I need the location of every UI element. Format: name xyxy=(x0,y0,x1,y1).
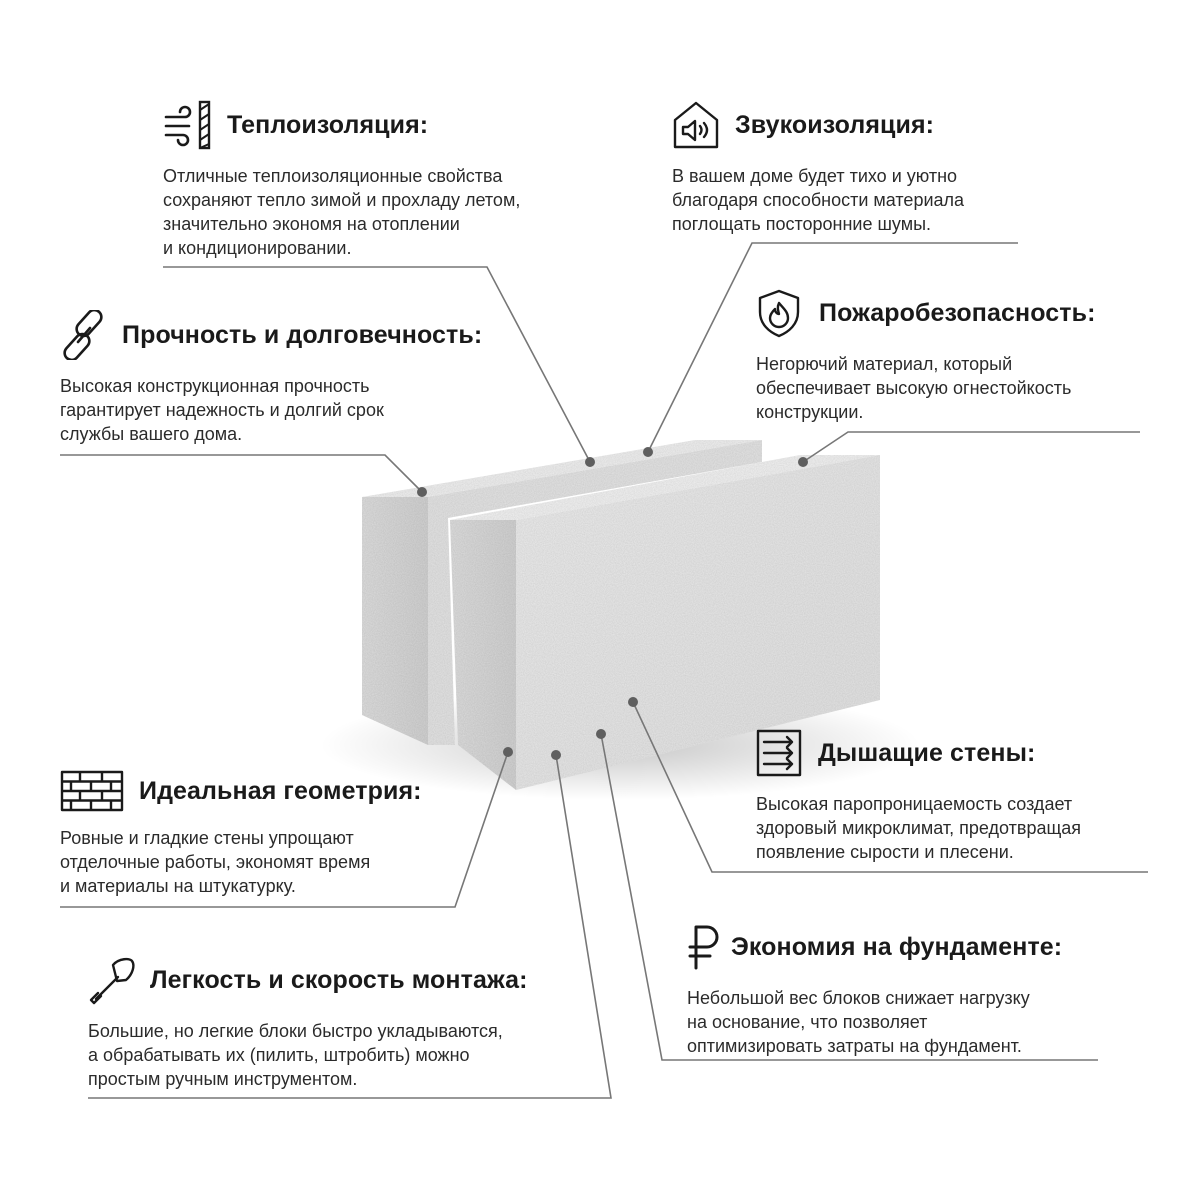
brick-wall-icon xyxy=(60,770,124,812)
feature-geometry-title: Идеальная геометрия: xyxy=(139,776,422,805)
wind-wall-icon xyxy=(163,100,213,150)
feature-breathing-description: Высокая паропроницаемость создает здоровый микроклимат, предотвращая появление сырости и плесени. xyxy=(756,794,1082,862)
feature-strength-description: Высокая конструкционная прочность гарантирует надежность и долгий срок службы вашего дома. xyxy=(60,376,384,444)
feature-install-description: Большие, но легкие блоки быстро укладываются, а обрабатывать их (пилить, штробить) можно простым ручным инструментом. xyxy=(88,1021,503,1089)
feature-geometry xyxy=(60,770,422,898)
trowel-icon xyxy=(88,955,136,1005)
feature-breathing xyxy=(756,728,1081,864)
feature-fire-description: Негорючий материал, который обеспечивает высокую огнестойкость конструкции. xyxy=(756,354,1072,422)
shield-flame-icon xyxy=(756,288,802,338)
feature-strength xyxy=(60,310,482,446)
feature-geometry-description: Ровные и гладкие стены упрощают отделочные работы, экономят время и материалы на штукатурку. xyxy=(60,828,371,896)
feature-sound-title: Звукоизоляция: xyxy=(735,110,935,139)
feature-thermal xyxy=(163,100,520,260)
chain-link-icon xyxy=(60,310,108,360)
feature-foundation-description: Небольшой вес блоков снижает нагрузку на основание, что позволяет оптимизировать затраты на фундамент. xyxy=(687,988,1030,1056)
house-speaker-icon xyxy=(672,100,720,150)
feature-install xyxy=(88,955,528,1091)
feature-foundation-title: Экономия на фундаменте: xyxy=(731,932,1063,961)
feature-strength-title: Прочность и долговечность: xyxy=(122,320,483,349)
feature-fire xyxy=(756,288,1096,424)
feature-sound xyxy=(672,100,964,236)
feature-thermal-title: Теплоизоляция: xyxy=(227,110,429,139)
feature-foundation xyxy=(687,922,1062,1058)
feature-breathing-title: Дышащие стены: xyxy=(818,738,1036,767)
feature-sound-description: В вашем доме будет тихо и уютно благодаря способности материала поглощать посторонние шумы. xyxy=(672,166,965,234)
strength-leader xyxy=(60,455,422,492)
feature-thermal-description: Отличные теплоизоляционные свойства сохраняют тепло зимой и прохладу летом, значительно экономя на отоплении и кондиционировании. xyxy=(163,166,521,258)
ruble-icon xyxy=(687,922,721,972)
wall-arrows-icon xyxy=(756,728,804,778)
feature-fire-title: Пожаробезопасность: xyxy=(819,298,1096,327)
feature-install-title: Легкость и скорость монтажа: xyxy=(150,965,528,994)
